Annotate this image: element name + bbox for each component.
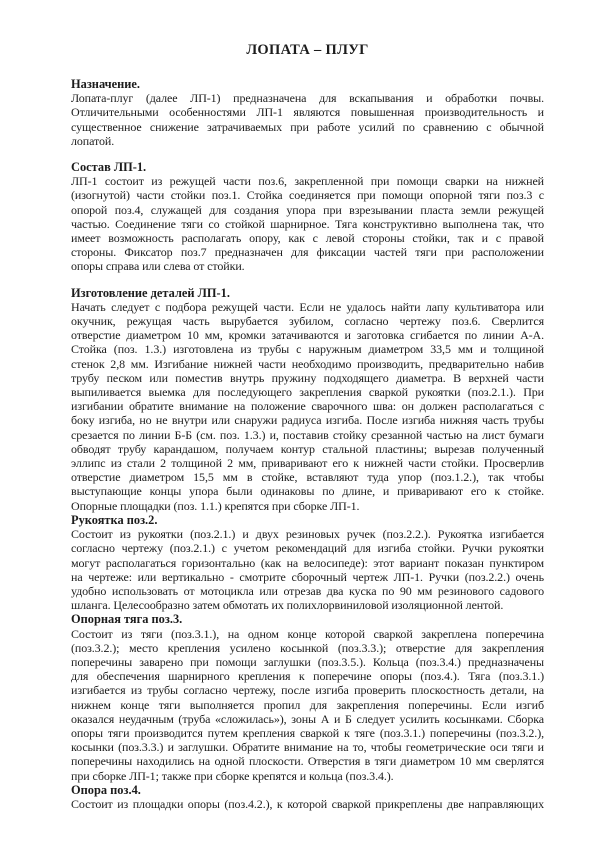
section-3	[71, 286, 544, 513]
text-line: Лопата-плуг (далее ЛП-1) предназначена для вскапывания и обработки почвы.	[71, 91, 544, 106]
text-line: частью. Соединение тяги со стойкой шарнирное. Тяга конструктивно выполнена так, что	[71, 216, 544, 231]
text-line: изгибании обратите внимание на положение сварочного шва: он должен располагаться с	[71, 399, 544, 414]
text-line: трубу песком или поместив внутрь пружину подходящего диаметра. В верхней части	[71, 370, 544, 385]
text-line: выпиливается выемка для последующего закрепления сваркой рукоятки (поз.2.1.). При	[71, 385, 544, 400]
text-line: имеет возможность располагать опору, как с левой стороны стойки, так и с правой	[71, 231, 544, 246]
text-line: Отличительными особенностями ЛП-1 являются повышенная производительность и	[71, 105, 544, 120]
section-heading: Рукоятка поз.2.	[71, 512, 158, 527]
text-line: могут располагаться горизонтально (как на велосипеде): этот вариант показан пунктиром	[71, 555, 544, 570]
page-title: ЛОПАТА – ПЛУГ	[246, 42, 369, 58]
text-line: выступающие концы упора были одинаковы по длине, и приваривают его к стойке.	[71, 484, 544, 499]
text-line: косынки (поз.3.3.) и заглушки. Обратите внимание на то, чтобы геометрические оси тяги и	[71, 740, 544, 755]
text-line: шланга. Целесообразно затем обмотать их полихлорвиниловой изоляционной лентой.	[71, 598, 504, 613]
text-line: окучник, режущая часть вырубается зубилом, согласно чертежу поз.6. Сверлится	[71, 314, 544, 329]
section-heading: Изготовление деталей ЛП-1.	[71, 285, 230, 300]
text-line: Стойка (поз. 1.3.) изготовлена из трубы с наружным диаметром 33,5 мм и толщиной	[71, 342, 544, 357]
text-line: обводят трубу карандашом, получаем контур стальной пластины; вырезав полученный	[71, 441, 544, 456]
text-line: изгибается из трубы согласно чертежу, после изгиба проверить плоскостность детали, на	[71, 683, 544, 698]
section-heading: Состав ЛП-1.	[71, 160, 147, 175]
section-heading: Назначение.	[71, 77, 141, 91]
text-line: при сборке ЛП-1; также при сборке крепятся и кольца (поз.3.4.).	[71, 768, 394, 783]
text-line: лопатой.	[71, 133, 115, 148]
section-1	[71, 77, 544, 148]
text-line: Опорные площадки (поз. 1.1.) крепятся при сборке ЛП-1.	[71, 498, 360, 513]
text-line: нижнем конце тяги выполняется пропил для закрепления поперечины. Если изгиб	[71, 697, 544, 712]
section-4	[71, 513, 544, 612]
text-line: на чертеже: или вертикально - смотрите сборочный чертеж ЛП-1. Ручки (поз.2.2.) очень	[71, 569, 544, 584]
text-line: опорой поз.4, служащей для создания упора при взрезывании пласта земли режущей	[71, 202, 544, 217]
text-line: Начать следует с подбора режущей части. Если не удалось найти лапу культиватора или	[71, 299, 544, 314]
section-6	[71, 783, 544, 811]
text-line: опоры тяги производится путем крепления сваркой к тяге (поз.3.1.) поперечины (поз.3.2.),	[71, 725, 544, 740]
text-line: стороны. Фиксатор поз.7 предназначен для фиксации частей тяги при расположении	[71, 245, 544, 260]
document-body	[71, 77, 544, 811]
text-line: эллипс из стали 2 толщиной 2 мм, приваривают его к нижней части стойки. Просверлив	[71, 456, 544, 471]
text-line: боку изгиба, но не внутри или снаружи радиуса изгиба. После изгиба нижняя часть трубы	[71, 413, 544, 428]
text-line: Состоит из площадки опоры (поз.4.2.), к которой сваркой прикреплены две направляющих	[71, 796, 544, 811]
section-heading: Опора поз.4.	[71, 782, 141, 797]
text-line: (изогнутой) части стойки поз.1. Стойка соединяется при помощи опорной тяги поз.3 с	[71, 188, 544, 203]
text-line: поперечины находились на одной плоскости. Отверстия в тяги диаметром 10 мм сверлятся	[71, 754, 544, 769]
text-line: срезается по линии Б-Б (см. поз. 1.3.) и, поставив стойку срезанной частью на лист бумаги	[71, 427, 544, 442]
text-line: отверстие диаметром 10 мм, кромки затачиваются и заготовка сгибается по линии А-А.	[71, 328, 544, 343]
section-2	[71, 160, 544, 274]
text-line: Состоит из тяги (поз.3.1.), на одном конце которой сваркой закреплена поперечина	[71, 626, 544, 641]
section-heading: Опорная тяга поз.3.	[71, 612, 183, 627]
text-line: поперечины заварено при помощи заглушки (поз.3.5.). Кольца (поз.3.4.) предназначены	[71, 654, 544, 669]
section-5	[71, 612, 544, 782]
text-line: опоры справа или слева от стойки.	[71, 259, 245, 274]
text-line: отверстие диаметром 15,5 мм в стойке, вставляют туда упор (поз.1.2.), так чтобы	[71, 470, 544, 485]
text-line: стенок 2,8 мм. Изгибание нижней части необходимо производить, предварительно набив	[71, 356, 544, 371]
text-line: ЛП-1 состоит из режущей части поз.6, закрепленной при помощи сварки на нижней	[71, 174, 544, 189]
text-line: согласно чертежу (поз.2.1.) с учетом рекомендаций для изгиба стойки. Ручки рукоятки	[71, 541, 544, 556]
text-line: (поз.3.2.); место крепления усилено косынкой (поз.3.3.); отверстие для закрепления	[71, 640, 544, 655]
text-line: оказался неудачным (труба «сложилась»), зоны А и Б следует усилить косынками. Сборка	[71, 711, 544, 726]
text-line: для обеспечения шарнирного крепления к поперечине опоры (поз.4.). Тяга (поз.3.1.)	[71, 669, 544, 684]
text-line: удобно использовать от мотоцикла или отрезав два куска по 90 мм резинового садового	[71, 583, 544, 598]
text-line: Состоит из рукоятки (поз.2.1.) и двух резиновых ручек (поз.2.2.). Рукоятка изгибается	[71, 527, 544, 542]
text-line: существенное снижение затрачиваемых при работе усилий по сравнению с обычной	[71, 119, 544, 134]
